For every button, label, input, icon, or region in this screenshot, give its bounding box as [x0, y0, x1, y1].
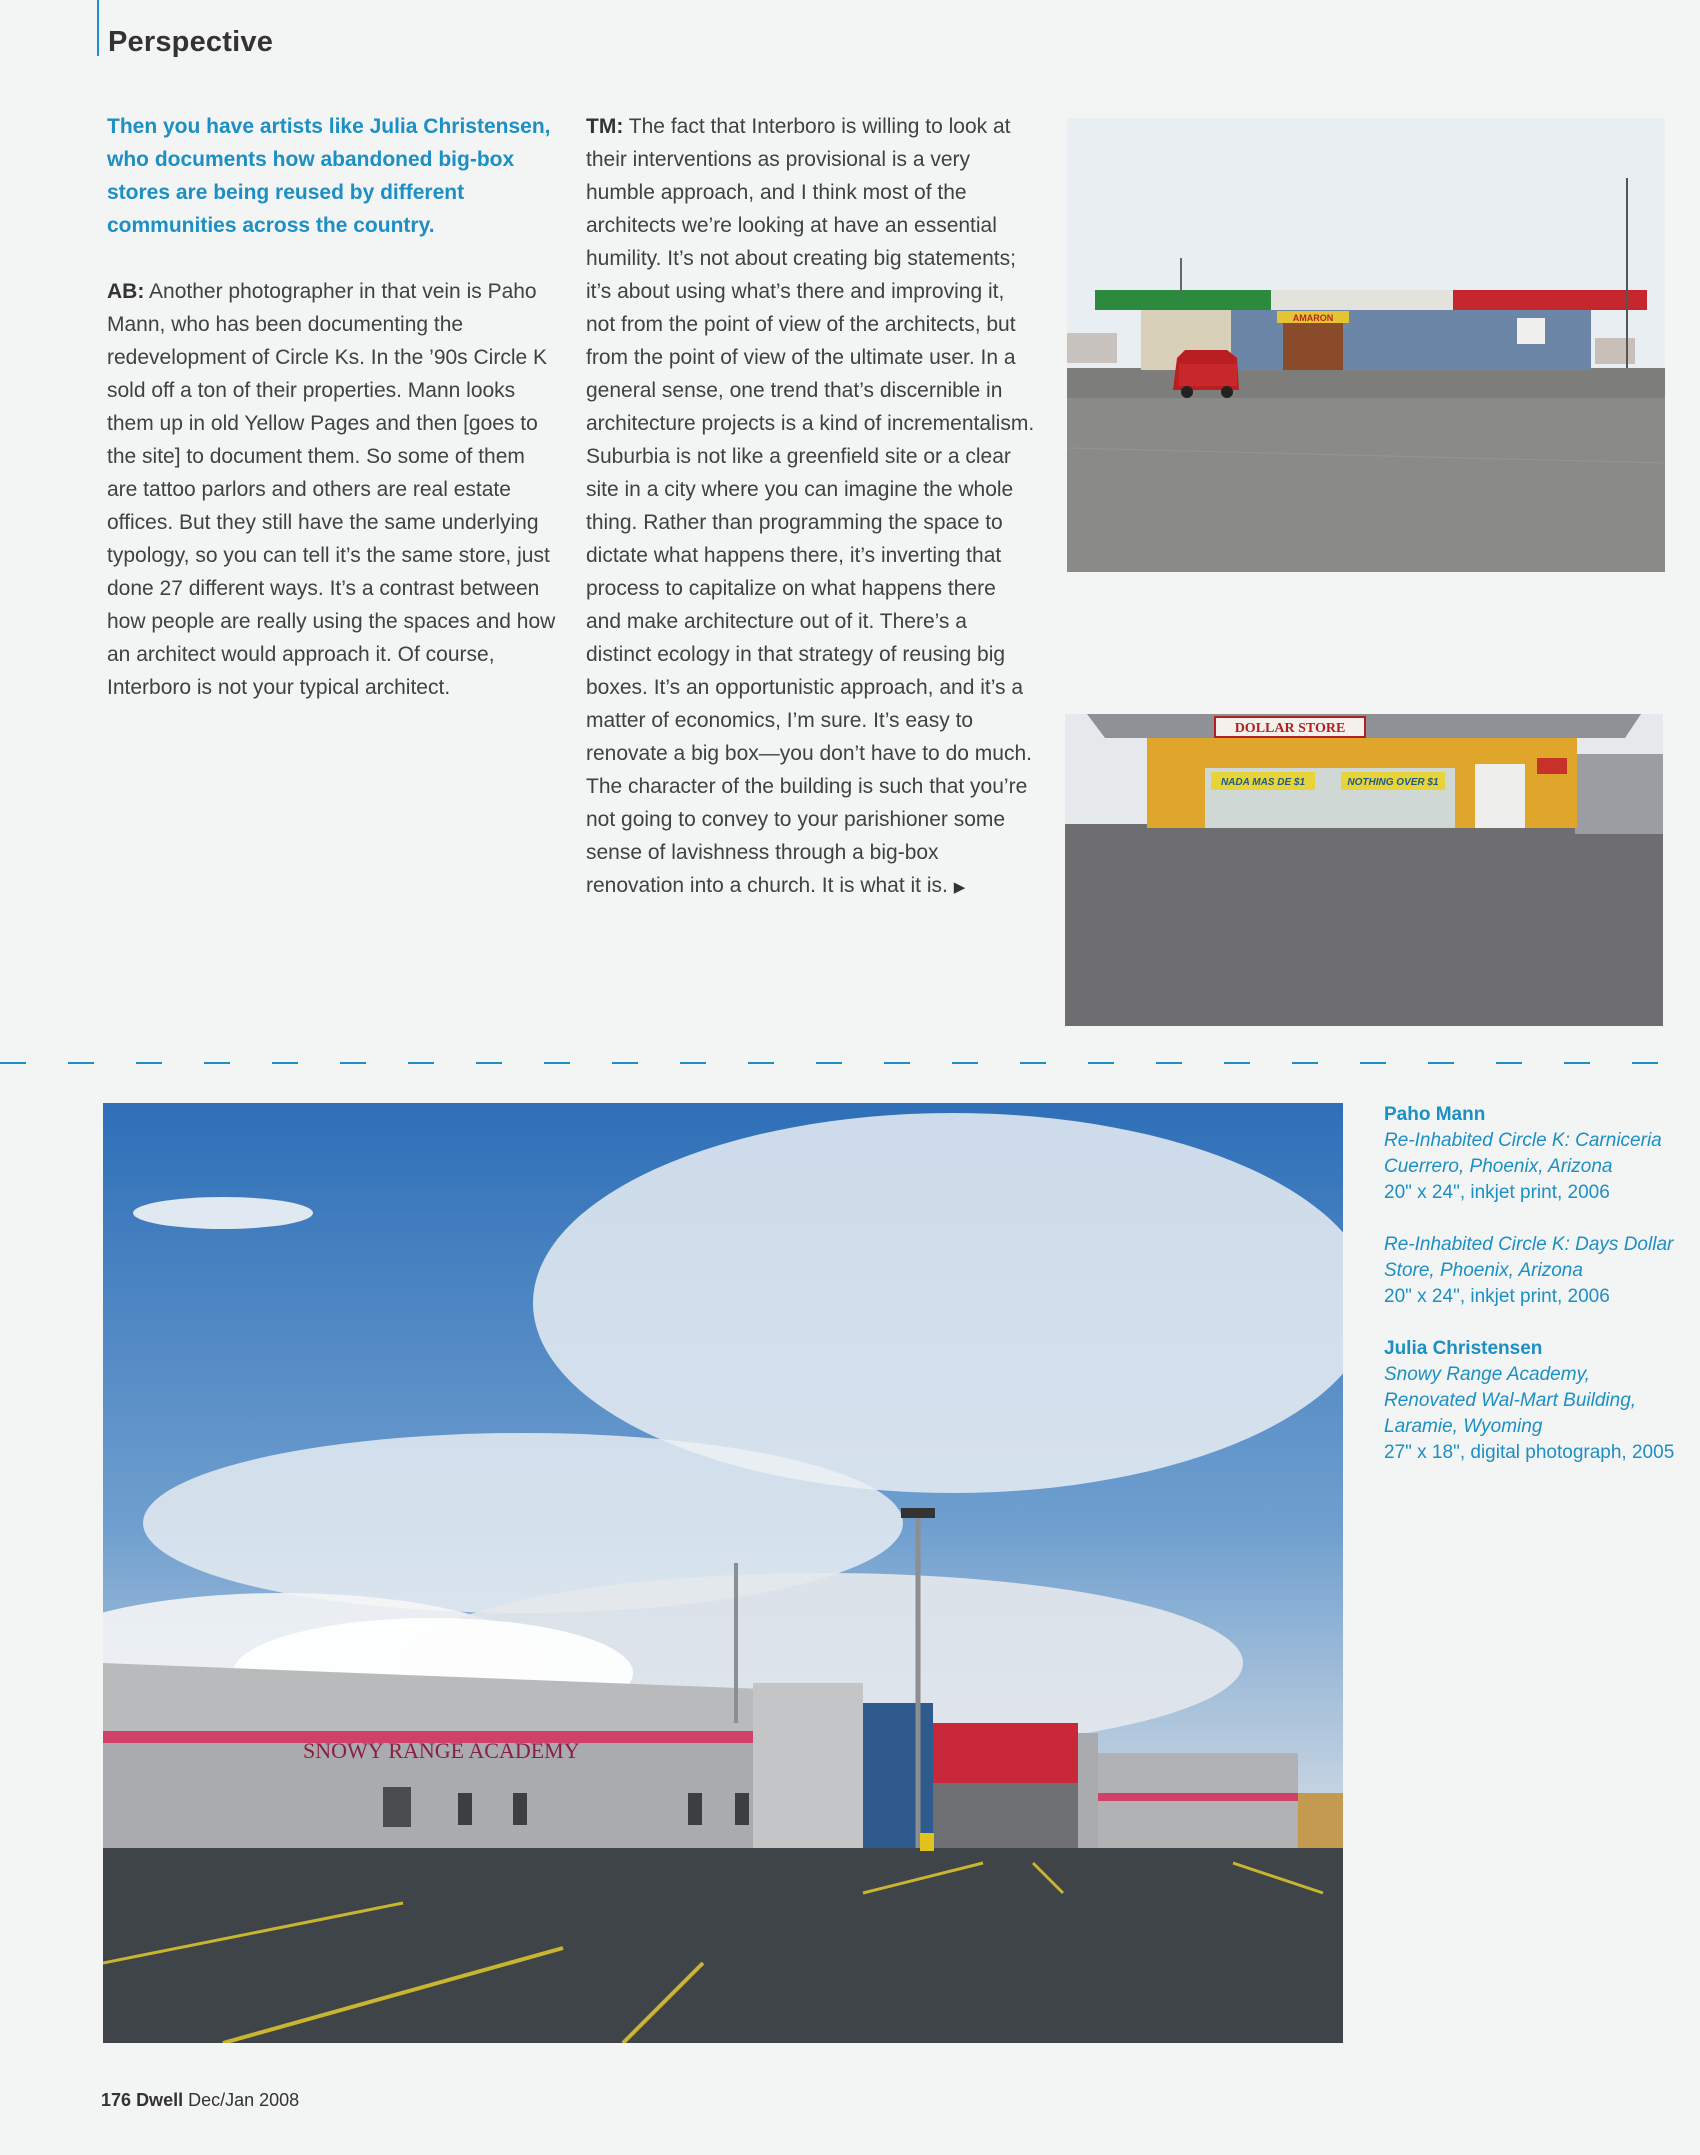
- speaker-label: AB:: [107, 280, 145, 303]
- magazine-name: Dwell: [136, 2090, 184, 2110]
- caption-title: Re-Inhabited Circle K: Days Dollar Store, Phoenix, Arizona: [1384, 1234, 1674, 1281]
- photo-carniceria: [1067, 118, 1665, 572]
- page-number: 176: [101, 2090, 132, 2110]
- caption-block: [1384, 1232, 1684, 1310]
- interview-question: Then you have artists like Julia Christensen, who documents how abandoned big-box stores are being reused by different communities across the country.: [107, 115, 551, 237]
- section-divider: [0, 1062, 1700, 1064]
- caption-block: [1384, 1336, 1684, 1466]
- photo2-banner-left: NADA MAS DE $1: [1220, 777, 1306, 788]
- photo-dollar-store: [1065, 714, 1663, 1026]
- photo-captions: [1384, 1102, 1684, 1492]
- answer-text: The fact that Interboro is willing to look at their interventions as provisional is a very humble approach, and I think most of the architects we’re looking at have an essential humility. It’s not about creating big statements; it’s about using what’s there and improving it, not from the point of view of the architects, but from the point of view of the ultimate user. In a general sense, one trend that’s discernible in architecture projects is a kind of incrementalism. Suburbia is not like a greenfield site or a clear site in a city where you can imagine the whole thing. Rather than programming the space to dictate what happens there, it’s inverting that process to capitalize on what happens there and make architecture out of it. There’s a distinct ecology in that strategy of reusing big boxes. It’s an opportunistic approach, and it’s a matter of economics, I’m sure. It’s easy to renovate a big box—you don’t have to do much. The character of the building is such that you’re not going to convey to your parishioner some sense of lavishness through a big-box renovation into a church. It is what it is.: [586, 115, 1035, 897]
- photo-snowy-range-academy: [103, 1103, 1343, 2043]
- photo2-banner-right: NOTHING OVER $1: [1347, 777, 1439, 788]
- section-accent-line: [97, 0, 99, 56]
- photo1-sign: AMARON: [1292, 313, 1334, 323]
- issue-date: Dec/Jan 2008: [188, 2090, 300, 2110]
- caption-artist: Paho Mann: [1384, 1104, 1486, 1125]
- caption-details: 20" x 24", inkjet print, 2006: [1384, 1182, 1610, 1203]
- caption-details: 27" x 18", digital photograph, 2005: [1384, 1442, 1675, 1463]
- interview-column-2: [586, 110, 1036, 904]
- caption-title: Snowy Range Academy, Renovated Wal-Mart Building, Laramie, Wyoming: [1384, 1364, 1637, 1437]
- caption-block: [1384, 1102, 1684, 1206]
- answer-text: Another photographer in that vein is Paho Mann, who has been documenting the redevelopment of Circle Ks. In the ’90s Circle K sold off a ton of their properties. Mann looks them up in old Yellow Pages and then [goes to the site] to document them. So some of them are tattoo parlors and others are real estate offices. But they still have the same underlying typology, so you can tell it’s the same store, just done 27 different ways. It’s a contrast between how people are really using the spaces and how an architect would approach it. Of course, Interboro is not your typical architect.: [107, 280, 556, 699]
- photo2-sign: DOLLAR STORE: [1234, 721, 1346, 736]
- continue-arrow-icon: ▶: [953, 879, 966, 896]
- caption-details: 20" x 24", inkjet print, 2006: [1384, 1286, 1610, 1307]
- section-title: Perspective: [108, 26, 274, 58]
- interview-column-1: [107, 110, 557, 704]
- answer-ab: [107, 275, 557, 704]
- caption-title: Re-Inhabited Circle K: Carniceria Cuerrero, Phoenix, Arizona: [1384, 1130, 1662, 1177]
- caption-artist: Julia Christensen: [1384, 1338, 1543, 1359]
- photo3-sign: SNOWY RANGE ACADEMY: [303, 1738, 580, 1763]
- page-footer: [101, 2090, 299, 2111]
- answer-tm: [586, 110, 1036, 904]
- speaker-label: TM:: [586, 115, 624, 138]
